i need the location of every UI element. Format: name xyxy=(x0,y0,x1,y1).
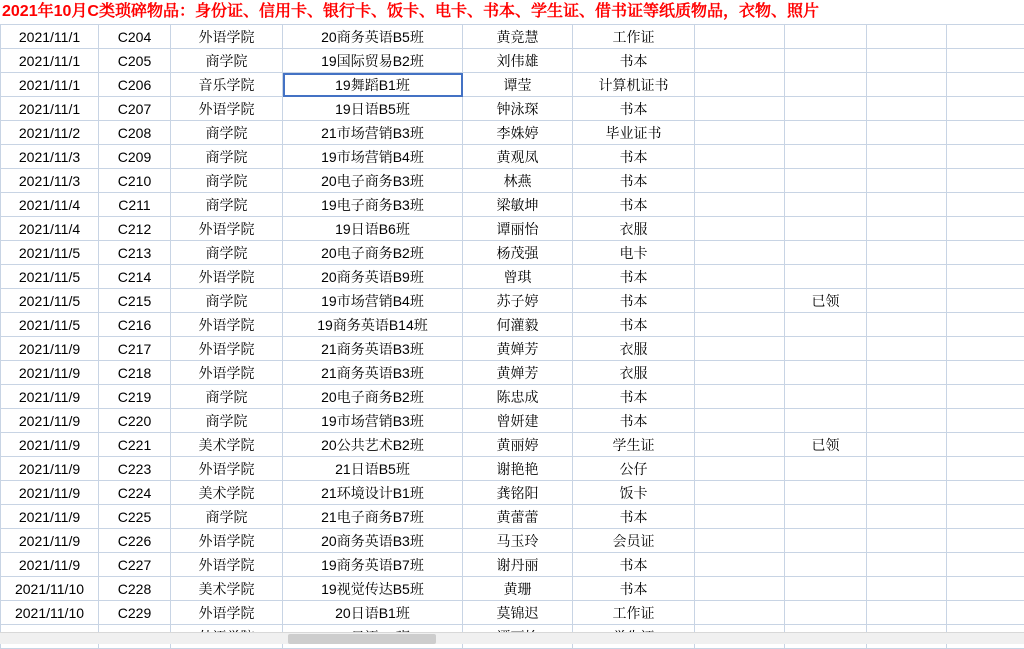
cell-code[interactable]: C215 xyxy=(99,289,171,313)
cell-item[interactable]: 会员证 xyxy=(573,529,695,553)
cell-code[interactable]: C228 xyxy=(99,577,171,601)
cell-code[interactable]: C229 xyxy=(99,601,171,625)
cell-date[interactable]: 2021/11/1 xyxy=(1,97,99,121)
cell-blank1[interactable] xyxy=(695,73,785,97)
cell-date[interactable]: 2021/11/2 xyxy=(1,121,99,145)
cell-dept[interactable]: 商学院 xyxy=(171,49,283,73)
cell-dept[interactable]: 外语学院 xyxy=(171,337,283,361)
cell-status[interactable]: 已领 xyxy=(785,433,867,457)
cell-item[interactable]: 书本 xyxy=(573,97,695,121)
cell-class[interactable]: 19视觉传达B5班 xyxy=(283,577,463,601)
cell-date[interactable]: 2021/11/5 xyxy=(1,289,99,313)
cell-blank1[interactable] xyxy=(695,25,785,49)
cell-class[interactable]: 20公共艺术B2班 xyxy=(283,433,463,457)
table-row[interactable] xyxy=(1,409,1024,433)
cell-blank3[interactable] xyxy=(947,553,1024,577)
table-row[interactable] xyxy=(1,289,1024,313)
cell-status[interactable] xyxy=(785,169,867,193)
cell-dept[interactable]: 外语学院 xyxy=(171,529,283,553)
cell-blank1[interactable] xyxy=(695,553,785,577)
cell-code[interactable]: C225 xyxy=(99,505,171,529)
cell-status[interactable] xyxy=(785,145,867,169)
cell-blank3[interactable] xyxy=(947,313,1024,337)
cell-name[interactable]: 谢艳艳 xyxy=(463,457,573,481)
cell-blank2[interactable] xyxy=(867,553,947,577)
table-row[interactable] xyxy=(1,169,1024,193)
cell-blank3[interactable] xyxy=(947,73,1024,97)
table-row[interactable] xyxy=(1,145,1024,169)
cell-class[interactable]: 21日语B5班 xyxy=(283,457,463,481)
table-row[interactable] xyxy=(1,457,1024,481)
cell-dept[interactable]: 外语学院 xyxy=(171,265,283,289)
cell-blank2[interactable] xyxy=(867,217,947,241)
cell-status[interactable] xyxy=(785,385,867,409)
cell-blank2[interactable] xyxy=(867,265,947,289)
cell-blank2[interactable] xyxy=(867,121,947,145)
cell-dept[interactable]: 美术学院 xyxy=(171,433,283,457)
cell-class[interactable]: 21市场营销B3班 xyxy=(283,121,463,145)
cell-blank3[interactable] xyxy=(947,529,1024,553)
cell-dept[interactable]: 商学院 xyxy=(171,385,283,409)
cell-blank2[interactable] xyxy=(867,385,947,409)
cell-item[interactable]: 饭卡 xyxy=(573,481,695,505)
cell-status[interactable] xyxy=(785,553,867,577)
cell-code[interactable]: C216 xyxy=(99,313,171,337)
cell-status[interactable]: 已领 xyxy=(785,289,867,313)
cell-class[interactable]: 19电子商务B3班 xyxy=(283,193,463,217)
cell-item[interactable]: 书本 xyxy=(573,553,695,577)
cell-blank1[interactable] xyxy=(695,481,785,505)
cell-date[interactable]: 2021/11/9 xyxy=(1,529,99,553)
cell-blank2[interactable] xyxy=(867,409,947,433)
cell-status[interactable] xyxy=(785,25,867,49)
cell-item[interactable]: 工作证 xyxy=(573,25,695,49)
cell-date[interactable]: 2021/11/9 xyxy=(1,553,99,577)
cell-blank2[interactable] xyxy=(867,193,947,217)
cell-code[interactable]: C206 xyxy=(99,73,171,97)
cell-blank2[interactable] xyxy=(867,361,947,385)
cell-blank3[interactable] xyxy=(947,265,1024,289)
cell-code[interactable]: C211 xyxy=(99,193,171,217)
cell-date[interactable]: 2021/11/3 xyxy=(1,145,99,169)
cell-class[interactable]: 20电子商务B3班 xyxy=(283,169,463,193)
table-body xyxy=(1,25,1024,649)
cell-class[interactable]: 19市场营销B4班 xyxy=(283,289,463,313)
cell-item[interactable]: 计算机证书 xyxy=(573,73,695,97)
cell-dept[interactable]: 外语学院 xyxy=(171,457,283,481)
cell-status[interactable] xyxy=(785,97,867,121)
cell-blank3[interactable] xyxy=(947,385,1024,409)
cell-blank1[interactable] xyxy=(695,457,785,481)
cell-name[interactable]: 黄珊 xyxy=(463,577,573,601)
cell-blank3[interactable] xyxy=(947,121,1024,145)
cell-date[interactable]: 2021/11/3 xyxy=(1,169,99,193)
cell-date[interactable]: 2021/11/9 xyxy=(1,433,99,457)
cell-class[interactable]: 20商务英语B9班 xyxy=(283,265,463,289)
table-row[interactable] xyxy=(1,313,1024,337)
cell-blank1[interactable] xyxy=(695,97,785,121)
table-row[interactable] xyxy=(1,601,1024,625)
cell-status[interactable] xyxy=(785,409,867,433)
cell-date[interactable]: 2021/11/1 xyxy=(1,25,99,49)
cell-blank3[interactable] xyxy=(947,289,1024,313)
cell-item[interactable]: 衣服 xyxy=(573,337,695,361)
cell-status[interactable] xyxy=(785,73,867,97)
cell-blank1[interactable] xyxy=(695,385,785,409)
cell-code[interactable]: C205 xyxy=(99,49,171,73)
cell-blank3[interactable] xyxy=(947,25,1024,49)
cell-code[interactable]: C214 xyxy=(99,265,171,289)
cell-class[interactable]: 19日语B6班 xyxy=(283,217,463,241)
cell-dept[interactable]: 外语学院 xyxy=(171,217,283,241)
cell-status[interactable] xyxy=(785,313,867,337)
cell-code[interactable]: C209 xyxy=(99,145,171,169)
cell-code[interactable]: C227 xyxy=(99,553,171,577)
cell-blank3[interactable] xyxy=(947,145,1024,169)
cell-blank2[interactable] xyxy=(867,241,947,265)
cell-dept[interactable]: 商学院 xyxy=(171,289,283,313)
cell-blank3[interactable] xyxy=(947,97,1024,121)
cell-item[interactable]: 书本 xyxy=(573,409,695,433)
cell-date[interactable]: 2021/11/5 xyxy=(1,313,99,337)
cell-class[interactable]: 20电子商务B2班 xyxy=(283,241,463,265)
cell-name[interactable]: 谭莹 xyxy=(463,73,573,97)
cell-name[interactable]: 李姝婷 xyxy=(463,121,573,145)
cell-blank2[interactable] xyxy=(867,505,947,529)
cell-item[interactable]: 学生证 xyxy=(573,433,695,457)
cell-name[interactable]: 谢丹丽 xyxy=(463,553,573,577)
cell-blank2[interactable] xyxy=(867,529,947,553)
cell-blank2[interactable] xyxy=(867,577,947,601)
cell-class[interactable]: 21环境设计B1班 xyxy=(283,481,463,505)
cell-item[interactable]: 书本 xyxy=(573,145,695,169)
cell-date[interactable]: 2021/11/9 xyxy=(1,457,99,481)
cell-blank3[interactable] xyxy=(947,505,1024,529)
cell-name[interactable]: 黄丽婷 xyxy=(463,433,573,457)
cell-dept[interactable]: 商学院 xyxy=(171,121,283,145)
horizontal-scrollbar[interactable] xyxy=(0,632,1024,644)
cell-code[interactable]: C210 xyxy=(99,169,171,193)
cell-item[interactable]: 毕业证书 xyxy=(573,121,695,145)
cell-class[interactable]: 20商务英语B5班 xyxy=(283,25,463,49)
table-row[interactable] xyxy=(1,481,1024,505)
cell-dept[interactable]: 商学院 xyxy=(171,145,283,169)
cell-name[interactable]: 谭丽怡 xyxy=(463,217,573,241)
cell-dept[interactable]: 外语学院 xyxy=(171,601,283,625)
cell-blank1[interactable] xyxy=(695,169,785,193)
table-row[interactable] xyxy=(1,241,1024,265)
cell-item[interactable]: 书本 xyxy=(573,577,695,601)
table-row[interactable] xyxy=(1,97,1024,121)
table-row[interactable] xyxy=(1,361,1024,385)
cell-code[interactable]: C224 xyxy=(99,481,171,505)
cell-date[interactable]: 2021/11/10 xyxy=(1,577,99,601)
cell-class[interactable]: 20日语B1班 xyxy=(283,601,463,625)
cell-code[interactable]: C219 xyxy=(99,385,171,409)
cell-date[interactable]: 2021/11/5 xyxy=(1,241,99,265)
cell-dept[interactable]: 外语学院 xyxy=(171,25,283,49)
cell-blank3[interactable] xyxy=(947,457,1024,481)
cell-item[interactable]: 书本 xyxy=(573,313,695,337)
cell-status[interactable] xyxy=(785,217,867,241)
cell-dept[interactable]: 外语学院 xyxy=(171,361,283,385)
cell-class[interactable]: 21商务英语B3班 xyxy=(283,361,463,385)
cell-code[interactable]: C223 xyxy=(99,457,171,481)
cell-status[interactable] xyxy=(785,361,867,385)
cell-class[interactable]: 21商务英语B3班 xyxy=(283,337,463,361)
cell-dept[interactable]: 外语学院 xyxy=(171,313,283,337)
cell-blank3[interactable] xyxy=(947,409,1024,433)
cell-class[interactable]: 19国际贸易B2班 xyxy=(283,49,463,73)
cell-dept[interactable]: 美术学院 xyxy=(171,481,283,505)
cell-blank3[interactable] xyxy=(947,433,1024,457)
cell-date[interactable]: 2021/11/10 xyxy=(1,601,99,625)
cell-name[interactable]: 刘伟雄 xyxy=(463,49,573,73)
cell-name[interactable]: 林燕 xyxy=(463,169,573,193)
cell-item[interactable]: 工作证 xyxy=(573,601,695,625)
cell-dept[interactable]: 音乐学院 xyxy=(171,73,283,97)
cell-name[interactable]: 黄婵芳 xyxy=(463,361,573,385)
cell-dept[interactable]: 商学院 xyxy=(171,505,283,529)
cell-status[interactable] xyxy=(785,337,867,361)
cell-blank3[interactable] xyxy=(947,361,1024,385)
cell-date[interactable]: 2021/11/9 xyxy=(1,481,99,505)
cell-status[interactable] xyxy=(785,265,867,289)
cell-blank1[interactable] xyxy=(695,529,785,553)
cell-blank2[interactable] xyxy=(867,457,947,481)
cell-status[interactable] xyxy=(785,49,867,73)
cell-blank1[interactable] xyxy=(695,433,785,457)
cell-class[interactable]: 20商务英语B3班 xyxy=(283,529,463,553)
cell-dept[interactable]: 外语学院 xyxy=(171,97,283,121)
cell-blank1[interactable] xyxy=(695,577,785,601)
cell-blank2[interactable] xyxy=(867,169,947,193)
cell-blank3[interactable] xyxy=(947,49,1024,73)
cell-item[interactable]: 公仔 xyxy=(573,457,695,481)
cell-blank3[interactable] xyxy=(947,337,1024,361)
cell-blank1[interactable] xyxy=(695,313,785,337)
cell-item[interactable]: 书本 xyxy=(573,505,695,529)
cell-blank2[interactable] xyxy=(867,601,947,625)
table-row-selected[interactable] xyxy=(1,73,1024,97)
table-row[interactable] xyxy=(1,529,1024,553)
cell-blank3[interactable] xyxy=(947,481,1024,505)
cell-blank1[interactable] xyxy=(695,265,785,289)
cell-status[interactable] xyxy=(785,193,867,217)
table-row[interactable] xyxy=(1,193,1024,217)
table-row[interactable] xyxy=(1,505,1024,529)
table-row[interactable] xyxy=(1,25,1024,49)
cell-name[interactable]: 曾妍建 xyxy=(463,409,573,433)
cell-item[interactable]: 书本 xyxy=(573,385,695,409)
cell-code[interactable]: C204 xyxy=(99,25,171,49)
cell-code[interactable]: C217 xyxy=(99,337,171,361)
cell-blank3[interactable] xyxy=(947,241,1024,265)
cell-dept[interactable]: 外语学院 xyxy=(171,553,283,577)
cell-code[interactable]: C226 xyxy=(99,529,171,553)
cell-date[interactable]: 2021/11/4 xyxy=(1,193,99,217)
cell-code[interactable]: C212 xyxy=(99,217,171,241)
cell-dept[interactable]: 美术学院 xyxy=(171,577,283,601)
cell-blank1[interactable] xyxy=(695,505,785,529)
table-row[interactable] xyxy=(1,265,1024,289)
cell-blank2[interactable] xyxy=(867,145,947,169)
cell-item[interactable]: 书本 xyxy=(573,289,695,313)
cell-status[interactable] xyxy=(785,481,867,505)
cell-blank1[interactable] xyxy=(695,601,785,625)
cell-class[interactable]: 20电子商务B2班 xyxy=(283,385,463,409)
cell-name[interactable]: 苏子婷 xyxy=(463,289,573,313)
cell-blank1[interactable] xyxy=(695,145,785,169)
cell-blank3[interactable] xyxy=(947,217,1024,241)
cell-blank2[interactable] xyxy=(867,49,947,73)
cell-blank2[interactable] xyxy=(867,289,947,313)
cell-blank2[interactable] xyxy=(867,433,947,457)
cell-name[interactable]: 杨茂强 xyxy=(463,241,573,265)
cell-class[interactable]: 19市场营销B4班 xyxy=(283,145,463,169)
cell-status[interactable] xyxy=(785,577,867,601)
cell-status[interactable] xyxy=(785,457,867,481)
cell-code[interactable]: C213 xyxy=(99,241,171,265)
cell-dept[interactable]: 商学院 xyxy=(171,241,283,265)
cell-blank3[interactable] xyxy=(947,577,1024,601)
cell-blank1[interactable] xyxy=(695,289,785,313)
cell-code[interactable]: C221 xyxy=(99,433,171,457)
cell-status[interactable] xyxy=(785,505,867,529)
cell-status[interactable] xyxy=(785,121,867,145)
cell-class[interactable]: 19舞蹈B1班 xyxy=(283,73,463,97)
cell-item[interactable]: 衣服 xyxy=(573,217,695,241)
cell-blank1[interactable] xyxy=(695,49,785,73)
cell-class[interactable]: 19日语B5班 xyxy=(283,97,463,121)
cell-code[interactable]: C208 xyxy=(99,121,171,145)
cell-date[interactable]: 2021/11/1 xyxy=(1,73,99,97)
cell-date[interactable]: 2021/11/1 xyxy=(1,49,99,73)
cell-code[interactable]: C220 xyxy=(99,409,171,433)
cell-name[interactable]: 马玉玲 xyxy=(463,529,573,553)
cell-name[interactable]: 黄婵芳 xyxy=(463,337,573,361)
cell-blank2[interactable] xyxy=(867,97,947,121)
cell-dept[interactable]: 商学院 xyxy=(171,193,283,217)
cell-item[interactable]: 书本 xyxy=(573,265,695,289)
cell-dept[interactable]: 商学院 xyxy=(171,409,283,433)
cell-item[interactable]: 书本 xyxy=(573,169,695,193)
cell-date[interactable]: 2021/11/9 xyxy=(1,409,99,433)
cell-item[interactable]: 书本 xyxy=(573,193,695,217)
cell-name[interactable]: 黄观凤 xyxy=(463,145,573,169)
cell-class[interactable]: 19商务英语B14班 xyxy=(283,313,463,337)
cell-blank1[interactable] xyxy=(695,193,785,217)
table-row[interactable] xyxy=(1,337,1024,361)
cell-name[interactable]: 龚铭阳 xyxy=(463,481,573,505)
data-table xyxy=(0,24,1024,649)
cell-class[interactable]: 19商务英语B7班 xyxy=(283,553,463,577)
cell-name[interactable]: 黄蕾蕾 xyxy=(463,505,573,529)
cell-blank2[interactable] xyxy=(867,337,947,361)
cell-date[interactable]: 2021/11/5 xyxy=(1,265,99,289)
cell-blank2[interactable] xyxy=(867,313,947,337)
cell-status[interactable] xyxy=(785,529,867,553)
cell-blank3[interactable] xyxy=(947,193,1024,217)
cell-name[interactable]: 钟泳琛 xyxy=(463,97,573,121)
cell-class[interactable]: 21电子商务B7班 xyxy=(283,505,463,529)
cell-code[interactable]: C207 xyxy=(99,97,171,121)
cell-blank1[interactable] xyxy=(695,337,785,361)
cell-date[interactable]: 2021/11/4 xyxy=(1,217,99,241)
cell-name[interactable]: 莫锦迟 xyxy=(463,601,573,625)
cell-date[interactable]: 2021/11/9 xyxy=(1,337,99,361)
cell-dept[interactable]: 商学院 xyxy=(171,169,283,193)
cell-blank1[interactable] xyxy=(695,241,785,265)
cell-date[interactable]: 2021/11/9 xyxy=(1,505,99,529)
cell-blank2[interactable] xyxy=(867,73,947,97)
cell-class[interactable]: 19市场营销B3班 xyxy=(283,409,463,433)
cell-name[interactable]: 陈忠成 xyxy=(463,385,573,409)
cell-name[interactable]: 曾琪 xyxy=(463,265,573,289)
table-row[interactable] xyxy=(1,49,1024,73)
cell-status[interactable] xyxy=(785,241,867,265)
cell-blank1[interactable] xyxy=(695,361,785,385)
cell-date[interactable]: 2021/11/9 xyxy=(1,361,99,385)
cell-blank1[interactable] xyxy=(695,217,785,241)
table-row[interactable] xyxy=(1,577,1024,601)
cell-blank1[interactable] xyxy=(695,121,785,145)
cell-code[interactable]: C218 xyxy=(99,361,171,385)
sheet-title: 2021年10月C类琐碎物品：身份证、信用卡、银行卡、饭卡、电卡、书本、学生证、借书证等纸质物品，衣物、照片 xyxy=(0,0,1024,24)
cell-item[interactable]: 电卡 xyxy=(573,241,695,265)
cell-item[interactable]: 衣服 xyxy=(573,361,695,385)
cell-blank2[interactable] xyxy=(867,25,947,49)
cell-name[interactable]: 黄竞慧 xyxy=(463,25,573,49)
cell-name[interactable]: 梁敏坤 xyxy=(463,193,573,217)
horizontal-scrollbar-thumb[interactable] xyxy=(288,634,436,644)
cell-status[interactable] xyxy=(785,601,867,625)
cell-name[interactable]: 何灌毅 xyxy=(463,313,573,337)
table-row[interactable] xyxy=(1,217,1024,241)
cell-blank2[interactable] xyxy=(867,481,947,505)
table-row[interactable] xyxy=(1,433,1024,457)
cell-item[interactable]: 书本 xyxy=(573,49,695,73)
cell-blank3[interactable] xyxy=(947,601,1024,625)
table-row[interactable] xyxy=(1,385,1024,409)
table-row[interactable] xyxy=(1,553,1024,577)
cell-blank3[interactable] xyxy=(947,169,1024,193)
table-row[interactable] xyxy=(1,121,1024,145)
cell-blank1[interactable] xyxy=(695,409,785,433)
cell-date[interactable]: 2021/11/9 xyxy=(1,385,99,409)
